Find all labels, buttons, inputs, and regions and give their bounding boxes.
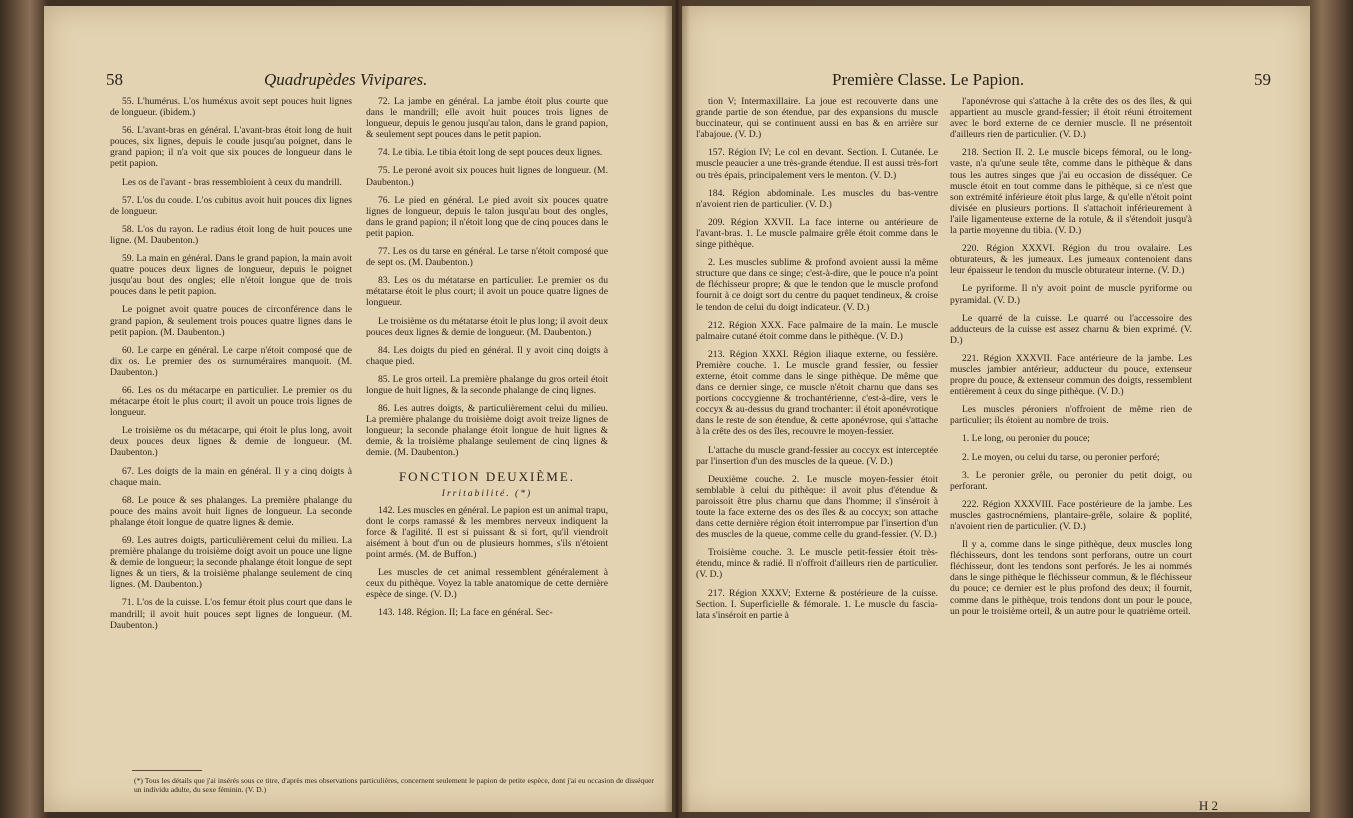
paragraph: 67. Les doigts de la main en général. Il y a cinq doigts à chaque main. [110,465,352,488]
paragraph: 218. Section II. 2. Le muscle biceps fémoral, ou le long-vaste, n'a qu'une seule tête, comme dans le pithèque & dans tous les autres singes que j'ai eu occasion de disséquer. Ce muscle étoit en tout comme dans le pithèque, si ce n'est que son extrémité inférieure étoit plus large, & qu'elle n'étoit point divisée en plusieurs portions. Il s'attachoit inférieurement à l'aile ligamenteuse externe de la rotule, & il s'étendoit jusqu'à la partie moyenne du tibia. (V. D.) [950,147,1192,237]
paragraph: 3. Le peronier grêle, ou peronier du petit doigt, ou perforant. [950,469,1192,492]
paragraph: Le quarré de la cuisse. Le quarré ou l'accessoire des adducteurs de la cuisse est assez charnu & bien exprimé. (V. D.) [950,312,1192,346]
paragraph: Les muscles péroniers n'offroient de même rien de particulier; ils étoient au nombre de trois. [950,404,1192,427]
footnote-rule [132,770,202,771]
paragraph: 2. Les muscles sublime & profond avoient aussi la même structure que dans ce singe; c'est-à-dire, que le pouce n'a point de fléchisseur propre; & que le tendon que le muscle profond fournit à ce doigt sort du centre du paquet tendineux, & croise le tendon de celui du doigt indicateur. (V. D.) [696,257,938,313]
left-column-2 [366,96,608,625]
paragraph: l'aponévrose qui s'attache à la crête des os des îles, & qui appartient au muscle grand-fessier; il étoit réuni étroitement avec le bord externe de ce dernier muscle. Il ne présentoit d'ailleurs rien de particulier. (V. D.) [950,96,1192,141]
right-column-1 [696,96,938,628]
section-subtitle: Irritabilité. (*) [441,487,533,499]
paragraph: 143. 148. Région. II; La face en général. Sec- [378,607,553,619]
paragraph: 74. Le tibia. Le tibia étoit long de sept pouces deux lignes. [378,147,603,159]
paragraph: 76. Le pied en général. Le pied avoit six pouces quatre lignes de longueur, depuis le talon jusqu'au bout des ongles, dans le grand papion; il n'étoit long que de cinq pouces dans le petit papion. [366,194,608,239]
running-title: Quadrupèdes Vivipares. [264,70,428,89]
paragraph: 66. Les os du métacarpe en particulier. Le premier os du métacarpe étoit le plus court; il avoit un pouce trois lignes de longueur. [110,384,352,419]
paragraph: 1. Le long, ou peronier du pouce; [962,433,1090,445]
paragraph: Le troisième os du métacarpe, qui étoit le plus long, avoit deux pouces deux lignes & demie de longueur. (M. Daubenton.) [110,425,352,459]
paragraph: 220. Région XXXVI. Région du trou ovalaire. Les obturateurs, & les jumeaux. Les jumeaux contenoient dans leur épaisseur le tendon du muscle obturateur interne. (V. D.) [950,243,1192,277]
paragraph: 55. L'humérus. L'os huméxus avoit sept pouces huit lignes de longueur. (ibidem.) [110,96,352,119]
page-number: 58 [106,70,123,89]
paragraph: 86. Les autres doigts, & particulièrement celui du milieu. La première phalange du troisième doigt avoit treize lignes de longueur; la seconde phalange étoit longue de huit lignes & demie, & la troisième phalange seulement de cinq lignes & demie. (M. Daubenton.) [366,403,608,459]
footnote: (*) Tous les détails que j'ai insérés sous ce titre, d'après mes observations particulières, concernent seulement le papion de petite espèce, dont j'ai eu occasion de disséquer un individu adulte, du sexe féminin. (V. D.) [134,776,654,794]
paragraph: 84. Les doigts du pied en général. Il y avoit cinq doigts à chaque pied. [366,344,608,367]
paragraph: 217. Région XXXV; Externe & postérieure de la cuisse. Section. I. Superficielle & fémorale. 1. Le muscle du fascia-lata s'inséroit en partie à [696,587,938,621]
paragraph: Les muscles de cet animal ressemblent généralement à ceux du pithèque. Voyez la table anatomique de cette dernière espèce de singe. (V. D.) [366,567,608,601]
paragraph: 59. La main en général. Dans le grand papion, la main avoit quatre pouces deux lignes de longueur, depuis le poignet jusqu'au bout des ongles; elle n'étoit longue que de trois pouces dans le petit papion. [110,253,352,298]
paragraph: 85. Le gros orteil. La première phalange du gros orteil étoit longue de huit lignes, & la seconde phalange de cinq lignes. [366,373,608,396]
paragraph: 72. La jambe en général. La jambe étoit plus courte que dans le mandrill; elle avoit huit pouces trois lignes de longueur, depuis le genou jusqu'au talon, dans le grand papion, & seulement sept pouces dans le petit papion. [366,96,608,141]
paragraph: 222. Région XXXVIII. Face postérieure de la jambe. Les muscles gastrocnémiens, plantaire-grêle, solaire & poplité, n'avoient rien de particulier. (V. D.) [950,498,1192,532]
running-title: Première Classe. Le Papion. [832,70,1025,89]
page-number: 59 [1254,70,1271,89]
paragraph: L'attache du muscle grand-fessier au coccyx est interceptée par l'insertion d'un des muscles de la queue. (V. D.) [696,444,938,467]
book-gutter [664,0,690,818]
paragraph: tion V; Intermaxillaire. La joue est recouverte dans une grande partie de son étendue, par des expansions du muscle buccinateur, qui se continuent aussi en bas & en arrière sur l'abajoue. (V. D.) [696,96,938,141]
left-column-1 [110,96,352,638]
paragraph: Le poignet avoit quatre pouces de circonférence dans le grand papion, & seulement trois pouces quatre lignes dans le petit papion. (M. Daubenton.) [110,304,352,338]
paragraph: 221. Région XXXVII. Face antérieure de la jambe. Les muscles jambier antérieur, adducteur du pouce, extenseur propre du pouce, & extenseur commun des doigts, ressemblent entièrement à ceux du singe pithèque. (V. D.) [950,352,1192,398]
signature-mark: H 2 [1198,798,1218,812]
paragraph: 2. Le moyen, ou celui du tarse, ou peronier perforé; [962,451,1160,463]
paragraph: 60. Le carpe en général. Le carpe n'étoit composé que de dix os. Le premier des os surnuméraires manquoit. (M. Daubenton.) [110,344,352,378]
left-page [44,6,672,812]
paragraph: Troisième couche. 3. Le muscle petit-fessier étoit très-étendu, mince & radié. Il n'offroit d'ailleurs rien de particulier. (V. D.) [696,547,938,581]
paragraph: 56. L'avant-bras en général. L'avant-bras étoit long de huit pouces, six lignes, depuis le coude jusqu'au poignet, dans le grand papion; il n'a voit que six pouces de longueur dans le petit papion. [110,125,352,170]
paragraph: 212. Région XXX. Face palmaire de la main. Le muscle palmaire cutané étoit comme dans le pithèque. (V. D.) [696,319,938,342]
section-title: FONCTION DEUXIÈME. [398,468,576,484]
paragraph: Le troisième os du métatarse étoit le plus long; il avoit deux pouces deux lignes & demie de longueur. (M. Daubenton.) [366,315,608,338]
paragraph: Deuxième couche. 2. Le muscle moyen-fessier étoit semblable à celui du pithèque: il avoit plus d'étendue & paroissoit être plus charnu que dans l'homme; il s'inséroit à toute la face externe des os des îles & au coccyx; son attache dans cette dernière région étoit interrompue par l'insertion d'un des muscles de la queue, comme celle du grand-fessier. (V. D.) [696,473,938,541]
paragraph: Le pyriforme. Il n'y avoit point de muscle pyriforme ou pyramidal. (V. D.) [950,283,1192,306]
paragraph: 184. Région abdominale. Les muscles du bas-ventre n'avoient rien de particulier. (V. D.) [696,187,938,210]
paragraph: 209. Région XXVII. La face interne ou antérieure de l'avant-bras. 1. Le muscle palmaire grêle étoit comme dans le singe pithèque. [696,216,938,251]
paragraph: Il y a, comme dans le singe pithèque, deux muscles long fléchisseurs, dont les tendons sont perforans, outre un court fléchisseur, dont les tendons sont perforés. Je les ai nommés dans le singe pithèque le fléchisseur commun, & le fléchisseur du pouce; ce dernier est le plus profond des deux; il fournit, comme dans le pithèque, trois tendons dont un pour le pouce, un pour le troisième orteil, & un autre pour le quatrième orteil. [950,539,1192,617]
paragraph: 213. Région XXXI. Région iliaque externe, ou fessière. Première couche. 1. Le muscle grand fessier, ou fessier externe, étoit comme dans le singe pithèque. De même que dans ce dernier singe, ce muscle n'étoit charnu que dans ses portions coccygienne & trochantérienne, c'est-à-dire, vers le coccyx & au-dessus du grand trochanter: il étoit aponévrotique dans le reste de son étendue, & cette aponévrose, qui s'attache à la crête des os des îles, recouvre le moyen-fessier. [696,348,938,438]
paragraph: Les os de l'avant - bras ressembloient à ceux du mandrill. [122,176,342,188]
paragraph: 71. L'os de la cuisse. L'os femur étoit plus court que dans le mandrill; il avoit huit pouces sept lignes de longueur. (M. Daubenton.) [110,597,352,631]
paragraph: 57. L'os du coude. L'os cubitus avoit huit pouces dix lignes de longueur. [110,194,352,217]
paragraph: 69. Les autres doigts, particulièrement celui du milieu. La première phalange du troisième doigt avoit un pouce une ligne & demie de longueur; la seconde phalange étoit longue de sept lignes & un tiers, & la troisième phalange seulement de cinq lignes. (M. Daubenton.) [110,535,352,591]
right-column-2 [950,96,1192,624]
paragraph: 77. Les os du tarse en général. Le tarse n'étoit composé que de sept os. (M. Daubenton.) [366,246,608,269]
paragraph: 68. Le pouce & ses phalanges. La première phalange du pouce des mains avoit huit lignes de longueur. La seconde phalange étoit longue de quatre lignes & demie. [110,494,352,528]
right-page [682,6,1310,812]
paragraph: 142. Les muscles en général. Le papion est un animal trapu, dont le corps ramassé & les membres nerveux indiquent la force & l'agilité. Il est si puissant & si fort, qu'il viendroit aisément à bout d'un ou de plusieurs hommes, s'ils n'étoient point armés. (M. de Buffon.) [366,504,608,560]
paragraph: 157. Région IV; Le col en devant. Section. I. Cutanée. Le muscle peaucier a une très-grande étendue. Il est aussi très-fort ou très épais, principalement vers le menton. (V. D.) [696,147,938,181]
paragraph: 75. Le peroné avoit six pouces huit lignes de longueur. (M. Daubenton.) [366,165,608,188]
paragraph: 83. Les os du métatarse en particulier. Le premier os du métatarse étoit le plus court; il avoit un pouce quatre lignes de longueur. [366,275,608,309]
paragraph: 58. L'os du rayon. Le radius étoit long de huit pouces une ligne. (M. Daubenton.) [110,223,352,246]
